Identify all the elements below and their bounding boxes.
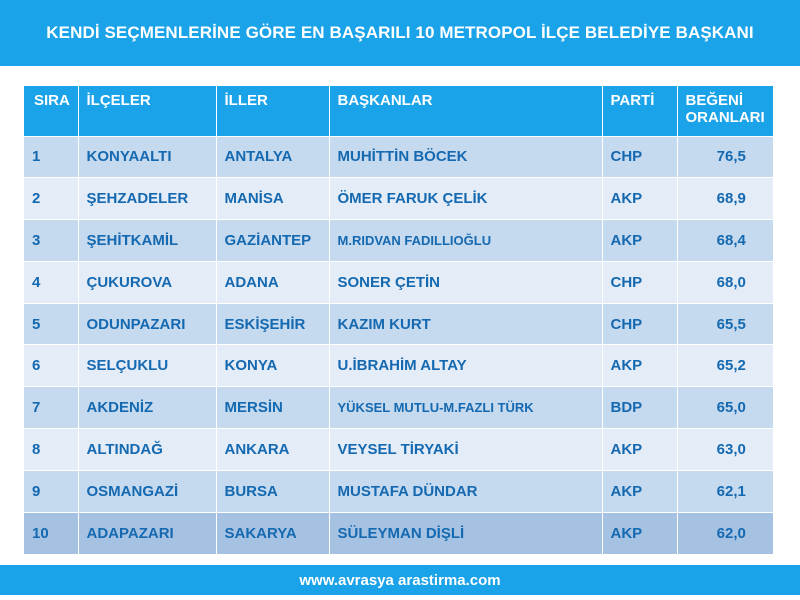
table-row	[24, 387, 773, 429]
mayor-cell: SONER ÇETİN	[329, 261, 602, 303]
province-cell: MANİSA	[216, 178, 329, 220]
district-cell: ODUNPAZARI	[78, 303, 216, 345]
rate-cell: 68,0	[677, 261, 773, 303]
rank-cell: 5	[24, 303, 78, 345]
province-cell: BURSA	[216, 470, 329, 512]
party-cell: AKP	[602, 178, 677, 220]
table-row	[24, 261, 773, 303]
district-cell: OSMANGAZİ	[78, 470, 216, 512]
rank-cell: 7	[24, 387, 78, 429]
mayor-cell: KAZIM KURT	[329, 303, 602, 345]
page-title: KENDİ SEÇMENLERİNE GÖRE EN BAŞARILI 10 METROPOL İLÇE BELEDİYE BAŞKANI	[46, 23, 754, 42]
table-row	[24, 512, 773, 554]
province-cell: ESKİŞEHİR	[216, 303, 329, 345]
rank-cell: 4	[24, 261, 78, 303]
district-cell: ADAPAZARI	[78, 512, 216, 554]
province-cell: GAZİANTEP	[216, 220, 329, 262]
column-header-province: İLLER	[216, 86, 329, 136]
table-row	[24, 470, 773, 512]
province-cell: SAKARYA	[216, 512, 329, 554]
table-row	[24, 303, 773, 345]
mayor-cell: M.RIDVAN FADILLIOĞLU	[329, 220, 602, 262]
table-header-row	[24, 86, 773, 136]
province-cell: ANTALYA	[216, 136, 329, 178]
rate-cell: 65,0	[677, 387, 773, 429]
party-cell: CHP	[602, 136, 677, 178]
table-row	[24, 178, 773, 220]
party-cell: BDP	[602, 387, 677, 429]
party-cell: AKP	[602, 470, 677, 512]
party-cell: AKP	[602, 512, 677, 554]
district-cell: ALTINDAĞ	[78, 429, 216, 471]
mayor-cell: ÖMER FARUK ÇELİK	[329, 178, 602, 220]
title-banner	[0, 0, 800, 66]
rank-cell: 1	[24, 136, 78, 178]
rank-cell: 10	[24, 512, 78, 554]
rate-cell: 76,5	[677, 136, 773, 178]
party-cell: AKP	[602, 220, 677, 262]
party-cell: AKP	[602, 345, 677, 387]
column-header-rate	[677, 86, 773, 136]
party-cell: CHP	[602, 303, 677, 345]
table-row	[24, 220, 773, 262]
rate-cell: 65,2	[677, 345, 773, 387]
mayor-ranking-table	[24, 86, 773, 554]
district-cell: SELÇUKLU	[78, 345, 216, 387]
mayor-cell: MUSTAFA DÜNDAR	[329, 470, 602, 512]
mayor-cell: U.İBRAHİM ALTAY	[329, 345, 602, 387]
rank-cell: 9	[24, 470, 78, 512]
rate-cell: 63,0	[677, 429, 773, 471]
column-header-rate-line1: BEĞENİ	[685, 92, 744, 109]
province-cell: ADANA	[216, 261, 329, 303]
rank-cell: 8	[24, 429, 78, 471]
footer-website: www.avrasya arastirma.com	[299, 571, 501, 589]
province-cell: ANKARA	[216, 429, 329, 471]
mayor-cell: VEYSEL TİRYAKİ	[329, 429, 602, 471]
rank-cell: 6	[24, 345, 78, 387]
rate-cell: 62,1	[677, 470, 773, 512]
rate-cell: 68,9	[677, 178, 773, 220]
rate-cell: 65,5	[677, 303, 773, 345]
mayor-cell: SÜLEYMAN DİŞLİ	[329, 512, 602, 554]
rate-cell: 62,0	[677, 512, 773, 554]
column-header-mayor: BAŞKANLAR	[329, 86, 602, 136]
rate-cell: 68,4	[677, 220, 773, 262]
table-row	[24, 345, 773, 387]
district-cell: ÇUKUROVA	[78, 261, 216, 303]
district-cell: KONYAALTI	[78, 136, 216, 178]
table-row	[24, 136, 773, 178]
column-header-rank: SIRA	[24, 86, 78, 136]
rank-cell: 3	[24, 220, 78, 262]
party-cell: CHP	[602, 261, 677, 303]
province-cell: MERSİN	[216, 387, 329, 429]
rank-cell: 2	[24, 178, 78, 220]
mayor-cell: MUHİTTİN BÖCEK	[329, 136, 602, 178]
column-header-district: İLÇELER	[78, 86, 216, 136]
district-cell: AKDENİZ	[78, 387, 216, 429]
table-row	[24, 429, 773, 471]
province-cell: KONYA	[216, 345, 329, 387]
column-header-party: PARTİ	[602, 86, 677, 136]
district-cell: ŞEHİTKAMİL	[78, 220, 216, 262]
column-header-rate-line2: ORANLARI	[685, 109, 765, 126]
district-cell: ŞEHZADELER	[78, 178, 216, 220]
mayor-cell: YÜKSEL MUTLU-M.FAZLI TÜRK	[329, 387, 602, 429]
ranking-table-container	[24, 86, 773, 554]
footer-banner	[0, 565, 800, 595]
party-cell: AKP	[602, 429, 677, 471]
